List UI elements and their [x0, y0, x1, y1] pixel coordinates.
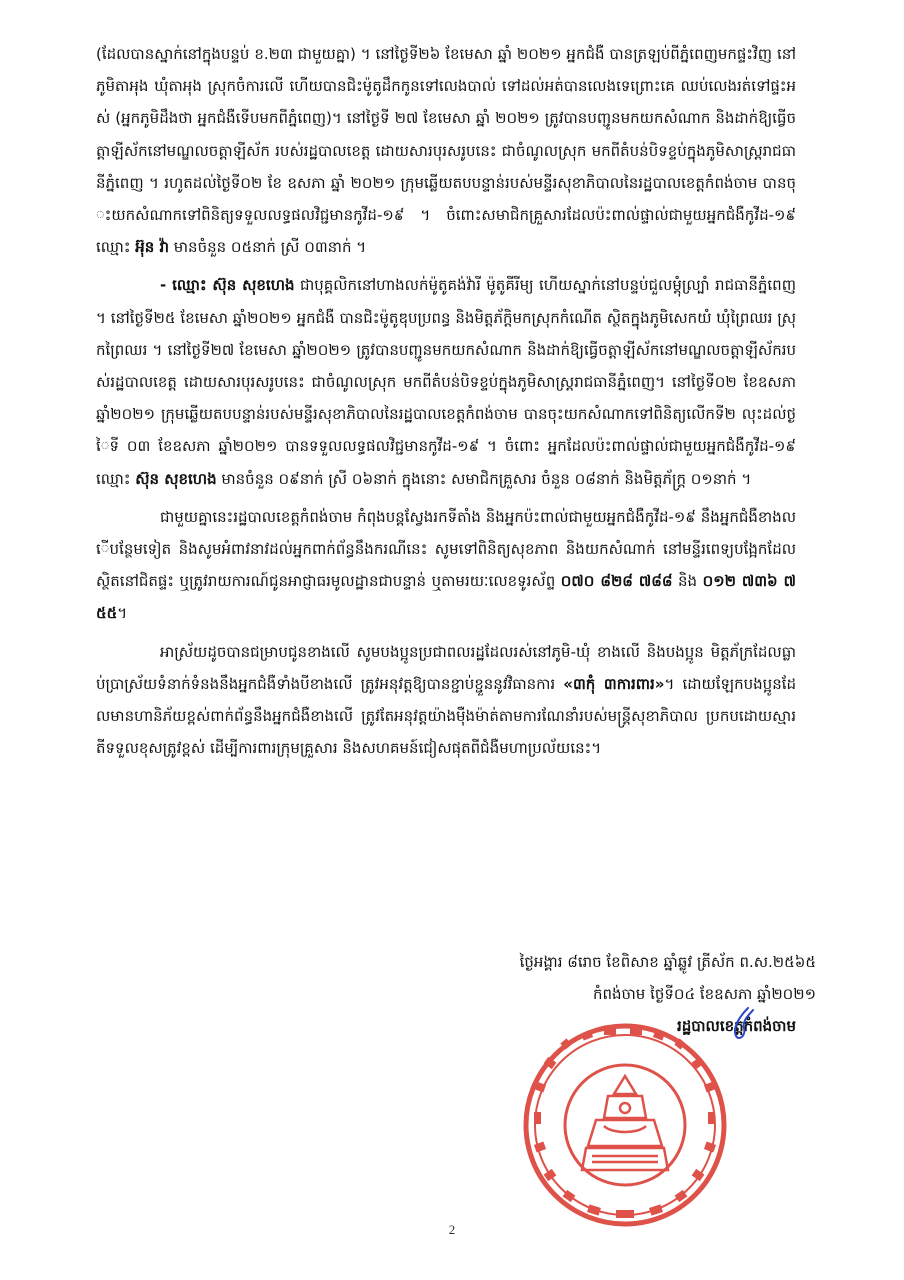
page-number: 2 — [448, 1222, 456, 1237]
paragraph-4 — [96, 636, 796, 765]
paragraph-2 — [96, 269, 796, 494]
paragraph-text: មានចំនួន ០៥នាក់ ស្រី ០៣នាក់ ។ — [169, 238, 367, 257]
emphasized-text: ០១២ ៧៣៦ ៧៥៥ — [96, 572, 796, 623]
paragraph-text: អាស្រ័យដូចបានជម្រាបជូនខាងលើ សូមបងប្អូនប្រជាពលរដ្ឋដែលរស់នៅភូមិ-ឃុំ ខាងលើ និងបងប្អូន មិត្តភ័ក្រដែលធ្លាប់ប្រាស្រ័យទំនាក់ទំនងនឹងអ្នកជំងឺទាំងបីខាងលើ ត្រូវអនុវត្តឱ្យបានខ្ជាប់ខ្ជួននូវវិធានការ — [96, 642, 796, 693]
emphasized-text: - ឈ្មោះ ស៊ុន សុខហេង — [160, 276, 295, 295]
issuing-office: រដ្ឋបាលខេត្តកំពង់ចាម — [676, 1017, 796, 1035]
lunar-date: ថ្ងៃអង្គារ ៨រោច ខែពិសាខ ឆ្នាំឆ្លូវ ត្រីស័ក ព.ស.២៥៦៥ — [519, 953, 816, 971]
paragraph-text: មានចំនួន ០៩នាក់ ស្រី ០៦នាក់ ក្នុងនោះ សមាជិកគ្រួសារ ចំនួន ០៨នាក់ និងមិត្តភ័ក្ត្រ ០១នាក់ ។ — [216, 469, 752, 488]
signature-mark — [726, 1006, 756, 1042]
emphasized-text: ស៊ុន សុខហេង — [135, 469, 217, 488]
place-date: កំពង់ចាម ថ្ងៃទី០៤ ខែឧសភា ឆ្នាំ២០២១ — [592, 985, 816, 1003]
paragraph-text: (ដែលបានស្នាក់នៅក្នុងបន្ទប់ ខ.២៣ ជាមួយគ្នា) ។ នៅថ្ងៃទី២៦ ខែមេសា ឆ្នាំ ២០២១ អ្នកជំងឺ បានត្រឡប់ពីភ្នំពេញមកផ្ទះវិញ នៅភូមិតាអុង ឃុំតាអុង ស្រុកចំការលើ ហើយបានជិះម៉ូតូដឹកកូនទៅលេងបាល់ ទៅដល់អត់បានលេងទេព្រោះគេ ឈប់លេងរត់ទៅផ្ទះអស់ (អ្នកភូមិដឹងថា អ្នកជំងឺទើបមកពីភ្នំពេញ)។ នៅថ្ងៃទី ២៧ ខែមេសា ឆ្នាំ ២០២១ ត្រូវបានបញ្ជូនមកយកសំណាក និងដាក់ឱ្យធ្វើចត្តាឡីស័កនៅមណ្ឌលចត្តាឡីស័ក របស់រដ្ឋបាលខេត្ត ដោយសារបុរសរូបនេះ ជាចំណូលស្រុក មកពីតំបន់បិទខ្ទប់ក្នុងភូមិសាស្ត្ររាជធានីភ្នំពេញ ។ រហូតដល់ថ្ងៃទី០២ ខែ ឧសភា ឆ្នាំ ២០២១ ក្រុមឆ្លើយតបបន្ទាន់របស់មន្ទីរសុខាភិបាលនៃរដ្ឋបាលខេត្តកំពង់ចាម បានចុះយកសំណាកទៅពិនិត្យទទួលលទ្ធផលវិជ្ជមានកូវីដ-១៩ ។ ចំពោះសមាជិកគ្រួសារដែលប៉ះពាល់ផ្ទាល់ជាមួយអ្នកជំងឺកូវីដ-១៩ ឈ្មោះ — [96, 45, 796, 257]
official-seal — [522, 1022, 728, 1228]
paragraph-text: ។ — [117, 604, 128, 623]
emphasized-text: ០៧០ ៨២៨ ៧៨៨ — [560, 572, 673, 591]
paragraph-text: និង — [672, 572, 703, 591]
paragraph-1 — [96, 38, 796, 263]
emphasized-text: «៣កុំ ៣ការពារ» — [563, 674, 665, 693]
paragraph-text: ។ ដោយឡែកបងប្អូនដែលមានហានិភ័យខ្ពស់ពាក់ព័ន្ធនឹងអ្នកជំងឺខាងលើ ត្រូវតែអនុវត្តយ៉ាងម៉ឺងម៉ាត់តាមការណែនាំរបស់មន្ត្រីសុខាភិបាល ប្រកបដោយស្មារតីទទួលខុសត្រូវខ្ពស់ ដើម្បីការពារក្រុមគ្រួសារ និងសហគមន៍ជៀសផុតពីជំងឺមហាប្រល័យនេះ។ — [96, 674, 796, 758]
emphasized-text: អ៊ុន វ៉ា — [135, 238, 169, 257]
paragraph-text: ជាមួយគ្នានេះរដ្ឋបាលខេត្តកំពង់ចាម កំពុងបន្តស្វែងរកទីតាំង និងអ្នកប៉ះពាល់ជាមួយអ្នកជំងឺកូវីដ-១៩ នឹងអ្នកជំងឺខាងលើបន្ថែមទៀត និងសូមអំពាវនាវដល់អ្នកពាក់ព័ន្ធនឹងករណីនេះ សូមទៅពិនិត្យសុខភាព និងយកសំណាក់ នៅមន្ទីរពេទ្យបង្អែកដែលស្ថិតនៅជិតផ្ទះ ឬត្រូវរាយការណ៍ជូនអាជ្ញាធរមូលដ្ឋានជាបន្ទាន់ ឬតាមរយៈលេខទូរស័ព្ទ — [96, 507, 796, 591]
paragraph-3 — [96, 501, 796, 630]
paragraph-text: ជាបុគ្គលិកនៅហាងលក់ម៉ូតូគង់វ៉ារី ម៉ូតូគីរីម្យ ហើយស្នាក់នៅបន្ទប់ជួលម្ដុំល្ប្រាំ រាជធានីភ្នំពេញ។ នៅថ្ងៃទី២៥ ខែមេសា ឆ្នាំ២០២១ អ្នកជំងឺ បានជិះម៉ូតូឌុបប្រពន្ធ និងមិត្តភ័ក្តិមកស្រុកកំណើត ស្ថិតក្នុងភូមិសេកយំ ឃុំព្រៃឈរ ស្រុកព្រៃឈរ ។ នៅថ្ងៃទី២៧ ខែមេសា ឆ្នាំ២០២១ ត្រូវបានបញ្ជូនមកយកសំណាក និងដាក់ឱ្យធ្វើចត្តាឡីស័កនៅមណ្ឌលចត្តាឡីស័ករបស់រដ្ឋបាលខេត្ត ដោយសារបុរសរូបនេះ ជាចំណូលស្រុក មកពីតំបន់បិទខ្ទប់ក្នុងភូមិសាស្ត្ររាជធានីភ្នំពេញ។ នៅថ្ងៃទី០២ ខែឧសភា ឆ្នាំ២០២១ ក្រុមឆ្លើយតបបន្ទាន់របស់មន្ទីរសុខាភិបាលនៃរដ្ឋបាលខេត្តកំពង់ចាម បានចុះយកសំណាកទៅពិនិត្យលើកទី២ លុះដល់ថ្ងៃទី ០៣ ខែឧសភា ឆ្នាំ២០២១ បានទទួលលទ្ធផលវិជ្ជមានកូវីដ-១៩ ។ ចំពោះ អ្នកដែលប៉ះពាល់ផ្ទាល់ជាមួយអ្នកជំងឺកូវីដ-១៩ ឈ្មោះ — [96, 276, 796, 488]
document-body — [96, 38, 796, 764]
